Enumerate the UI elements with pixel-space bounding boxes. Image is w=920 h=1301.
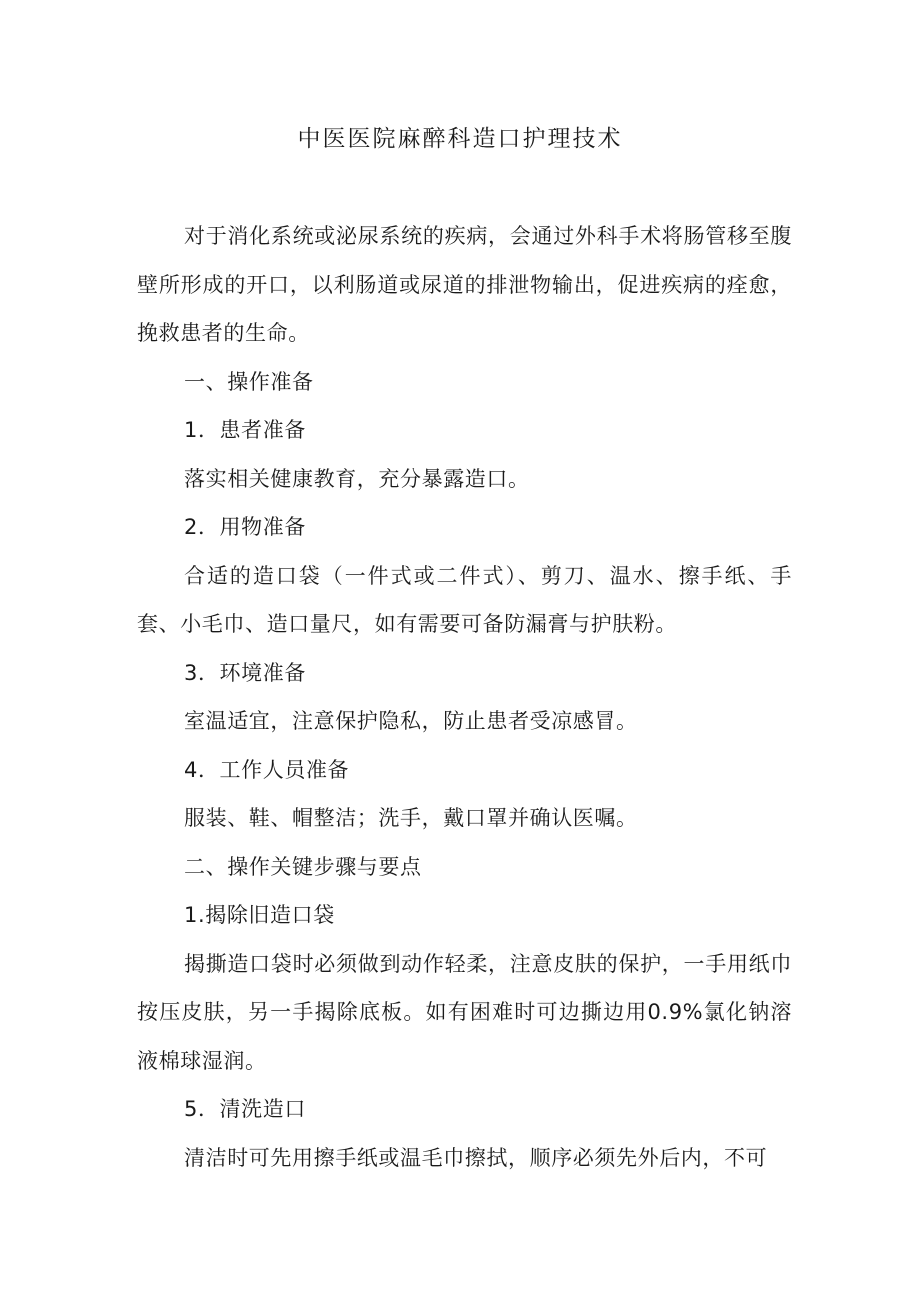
subsection-heading: 2．用物准备 [184,515,306,539]
body-paragraph: 服装、鞋、帽整洁；洗手，戴口罩并确认医嘱。 [184,806,638,830]
subsection-heading: 1.揭除旧造口袋 [184,903,335,927]
section-heading: 二、操作关键步骤与要点 [184,854,422,879]
section-heading: 一、操作准备 [184,369,314,394]
document-body [137,212,792,1182]
body-paragraph: 清洁时可先用擦手纸或温毛巾擦拭，顺序必须先外后内，不可 [184,1145,768,1170]
intro-paragraph: 对于消化系统或泌尿系统的疾病，会通过外科手术将肠管移至腹壁所形成的开口，以利肠道或尿道的排泄物输出，促进疾病的痊愈，挽救患者的生命。 [137,224,792,345]
body-paragraph: 揭撕造口袋时必须做到动作轻柔，注意皮肤的保护，一手用纸巾按压皮肤，另一手揭除底板。如有困难时可边撕边用0.9%氯化钠溶液棉球湿润。 [137,951,792,1073]
subsection-heading: 1．患者准备 [184,418,306,442]
body-paragraph: 落实相关健康教育，充分暴露造口。 [184,466,530,491]
subsection-heading: 4．工作人员准备 [184,757,350,782]
document-title: 中医医院麻醉科造口护理技术 [297,126,623,152]
body-paragraph: 合适的造口袋（一件式或二件式）、剪刀、温水、擦手纸、手套、小毛巾、造口量尺，如有需要可备防漏膏与护肤粉。 [137,563,792,636]
subsection-heading: 3．环境准备 [184,660,306,685]
subsection-heading: 5．清洗造口 [184,1097,306,1121]
body-paragraph: 室温适宜，注意保护隐私，防止患者受凉感冒。 [184,709,638,733]
